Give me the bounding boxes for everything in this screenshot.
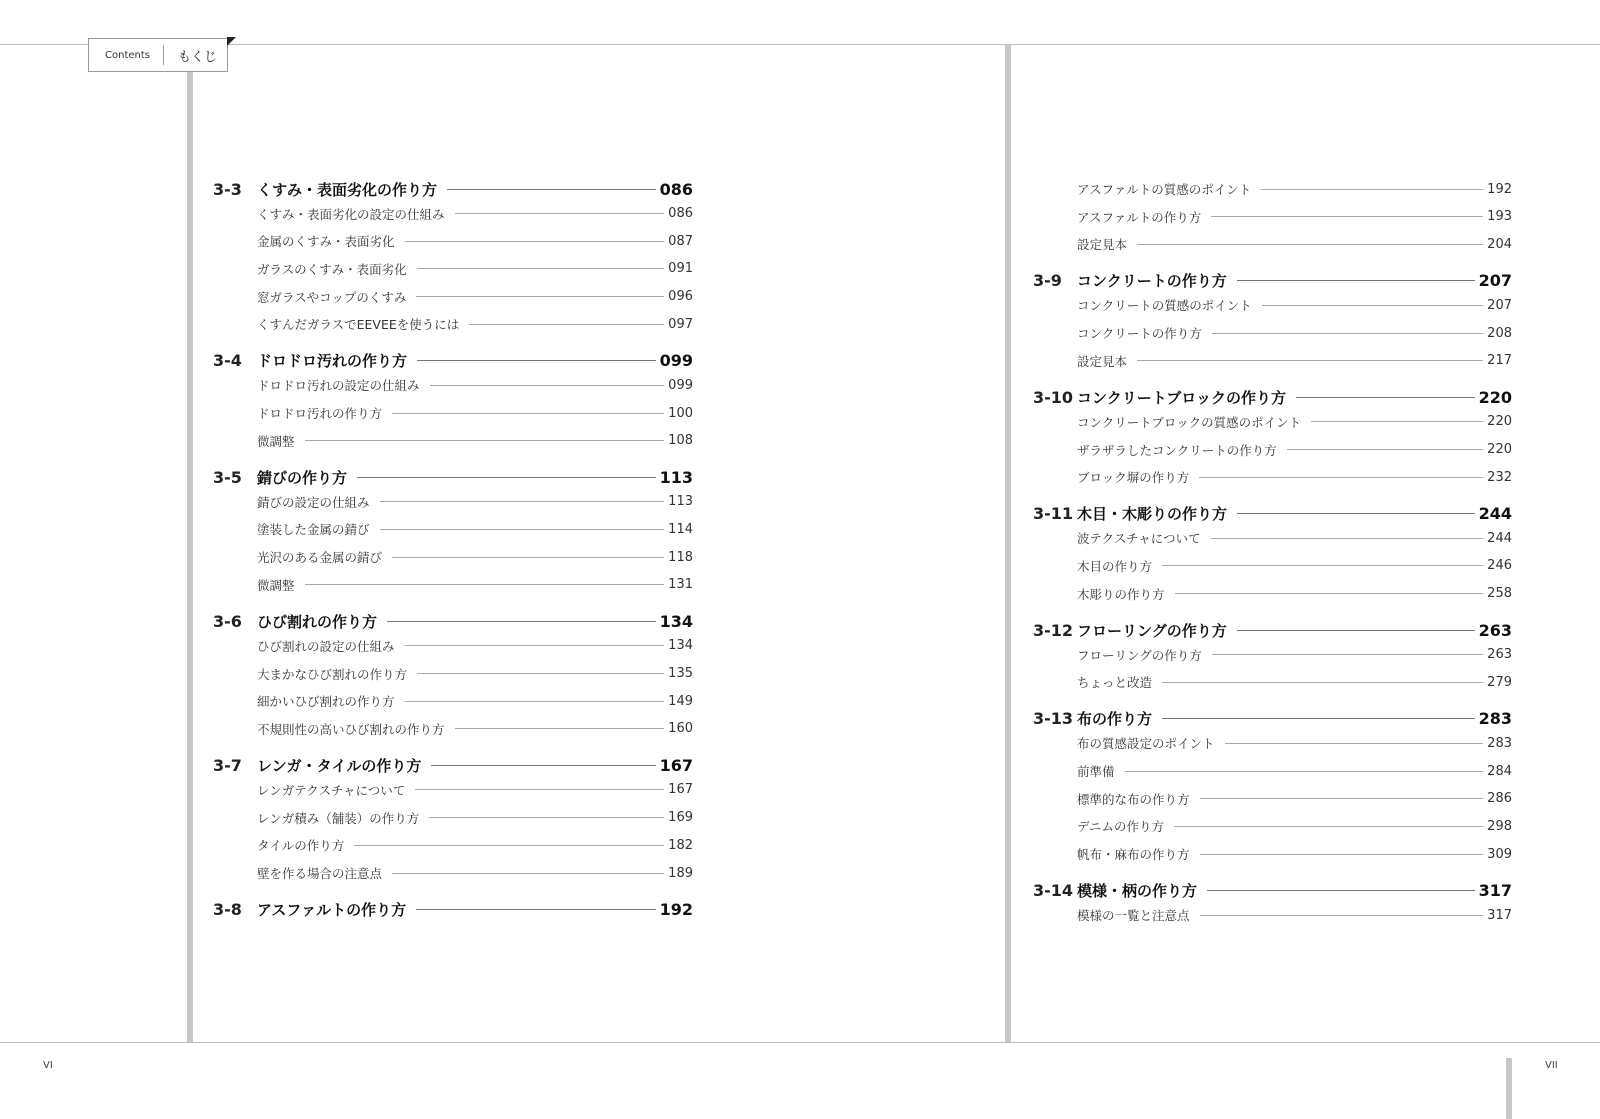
toc-section-entry[interactable] <box>1033 619 1512 641</box>
page-number: 149 <box>668 693 693 709</box>
page-number: 263 <box>1487 647 1512 663</box>
subsection-title: 木彫りの作り方 <box>1077 586 1165 602</box>
toc-section-entry[interactable] <box>1033 880 1512 902</box>
toc-subsection-entry[interactable] <box>1033 439 1512 461</box>
section-title: コンクリートの作り方 <box>1077 272 1227 291</box>
toc-subsection-entry[interactable] <box>1033 583 1512 605</box>
toc-subsection-entry[interactable] <box>213 546 693 568</box>
subsection-title: タイルの作り方 <box>257 838 345 854</box>
page-number: 134 <box>668 638 693 654</box>
leader-line <box>357 477 656 478</box>
subsection-title: 錆びの設定の仕組み <box>257 494 370 510</box>
page-number: 167 <box>659 755 693 775</box>
page-number: 192 <box>659 900 693 919</box>
subsection-title: 前準備 <box>1077 764 1115 779</box>
page-number: 283 <box>1478 709 1512 729</box>
page-number: 317 <box>1478 881 1512 901</box>
leader-line <box>469 324 664 325</box>
page-number: 217 <box>1487 353 1512 369</box>
page-number: 232 <box>1487 469 1512 485</box>
subsection-title: 金属のくすみ・表面劣化 <box>257 234 395 250</box>
toc-section-entry[interactable] <box>213 610 693 632</box>
page-number: 279 <box>1487 674 1512 690</box>
toc-subsection-entry[interactable] <box>1033 466 1512 488</box>
toc-subsection-entry[interactable] <box>213 230 693 252</box>
page-number: 244 <box>1487 530 1512 546</box>
leader-line <box>1225 743 1484 744</box>
toc-subsection-entry[interactable] <box>213 779 693 801</box>
page-number: 114 <box>668 521 693 537</box>
section-title: レンガ・タイルの作り方 <box>257 756 422 775</box>
section-title: コンクリートブロックの作り方 <box>1077 388 1286 407</box>
subsection-title: アスファルトの作り方 <box>1077 209 1202 225</box>
toc-subsection-entry[interactable] <box>213 518 693 540</box>
leader-line <box>1296 397 1475 398</box>
section-title: 木目・木彫りの作り方 <box>1077 505 1228 524</box>
toc-subsection-entry[interactable] <box>213 718 693 740</box>
page-number: 207 <box>1487 297 1512 313</box>
leader-line <box>1200 915 1484 916</box>
leader-line <box>1162 718 1475 719</box>
leader-line <box>405 241 665 242</box>
leader-line <box>1311 421 1483 422</box>
leader-line <box>1237 513 1475 514</box>
page-number: 118 <box>668 549 693 565</box>
subsection-title: ザラザラしたコンクリートの作り方 <box>1077 442 1277 458</box>
toc-subsection-entry[interactable] <box>1033 178 1512 200</box>
page-number: 309 <box>1487 846 1512 862</box>
page-number: 220 <box>1487 414 1512 430</box>
page-number: 246 <box>1487 558 1512 574</box>
page-number: 131 <box>668 577 693 593</box>
subsection-title: 細かいひび割れの作り方 <box>257 694 395 710</box>
subsection-title: ドロドロ汚れの設定の仕組み <box>257 378 420 394</box>
subsection-title: 木目の作り方 <box>1077 558 1153 574</box>
leader-line <box>1199 477 1483 478</box>
subsection-title: 窓ガラスやコップのくすみ <box>257 289 407 305</box>
subsection-title: 標準的な布の作り方 <box>1077 791 1190 807</box>
leader-line <box>447 189 656 190</box>
section-number: 3-6 <box>213 611 242 631</box>
page-number: 284 <box>1487 763 1512 779</box>
leader-line <box>1137 360 1483 361</box>
section-number: 3-7 <box>213 755 242 775</box>
page-number: 182 <box>668 837 693 853</box>
page-number: 258 <box>1487 586 1512 602</box>
page-number: 244 <box>1478 504 1512 524</box>
toc-subsection-entry[interactable] <box>213 286 693 308</box>
subsection-title: コンクリートの作り方 <box>1077 326 1202 342</box>
leader-line <box>405 701 665 702</box>
subsection-title: くすみ・表面劣化の設定の仕組み <box>257 206 445 222</box>
page-number: 286 <box>1487 791 1512 807</box>
page-number: 263 <box>1478 620 1512 640</box>
toc-subsection-entry[interactable] <box>1033 815 1512 837</box>
toc-subsection-entry[interactable] <box>213 491 693 513</box>
page-number: 134 <box>659 611 693 631</box>
section-number: 3-12 <box>1033 620 1074 640</box>
toc-subsection-entry[interactable] <box>213 203 693 225</box>
tab-corner-mark <box>227 37 236 46</box>
page-number: 283 <box>1487 735 1512 751</box>
subsection-title: ひび割れの設定の仕組み <box>257 638 395 654</box>
bottom-rule <box>0 1042 1600 1043</box>
section-number: 3-5 <box>213 467 242 487</box>
subsection-title: 設定見本 <box>1077 237 1128 253</box>
page-number: 099 <box>659 351 693 371</box>
section-number: 3-14 <box>1033 881 1074 901</box>
page-number: 086 <box>659 179 693 199</box>
page-number: 193 <box>1487 209 1512 225</box>
subsection-title: コンクリートの質感のポイント <box>1077 298 1252 314</box>
subsection-title: 微調整 <box>257 577 295 593</box>
section-number: 3-9 <box>1033 271 1062 291</box>
leader-line <box>1175 593 1484 594</box>
leader-line <box>392 413 664 414</box>
subsection-title: ちょっと改造 <box>1077 675 1153 691</box>
subsection-title: ドロドロ汚れの作り方 <box>257 406 383 421</box>
leader-line <box>1261 189 1483 190</box>
right-page-number: VII <box>1545 1060 1558 1071</box>
subsection-title: 布の質感設定のポイント <box>1077 736 1215 752</box>
subsection-title: 模様の一覧と注意点 <box>1077 908 1190 924</box>
page-number: 135 <box>668 666 693 681</box>
toc-section-entry[interactable] <box>213 754 693 776</box>
section-number: 3-10 <box>1033 387 1074 407</box>
toc-subsection-entry[interactable] <box>1033 671 1512 693</box>
section-title: 布の作り方 <box>1077 710 1153 729</box>
leader-line <box>305 584 665 585</box>
subsection-title: デニムの作り方 <box>1077 819 1165 835</box>
toc-section-entry[interactable] <box>1033 386 1512 408</box>
toc-subsection-entry[interactable] <box>1033 233 1512 255</box>
toc-subsection-entry[interactable] <box>1033 843 1512 865</box>
page-number: 096 <box>668 289 693 305</box>
leader-line <box>416 296 664 297</box>
subsection-title: ブロック塀の作り方 <box>1077 470 1190 486</box>
leader-line <box>1174 826 1483 827</box>
page-number: 091 <box>668 261 693 277</box>
toc-subsection-entry[interactable] <box>213 374 693 396</box>
leader-line <box>429 817 664 818</box>
toc-section-entry[interactable] <box>1033 270 1512 292</box>
subsection-title: ガラスのくすみ・表面劣化 <box>257 261 407 277</box>
leader-line <box>1125 771 1484 772</box>
toc-section-entry[interactable] <box>1033 503 1512 525</box>
subsection-title: レンガ積み（舗装）の作り方 <box>257 810 420 826</box>
page-number: 167 <box>668 782 693 798</box>
section-title: アスファルトの作り方 <box>257 901 407 919</box>
left-page-number: VI <box>43 1060 53 1071</box>
leader-line <box>417 673 664 674</box>
toc-section-entry[interactable] <box>213 466 693 488</box>
page-number: 113 <box>659 467 693 487</box>
section-number: 3-4 <box>213 351 242 371</box>
toc-section-entry[interactable] <box>213 178 693 200</box>
page-number: 192 <box>1487 181 1512 197</box>
toc-section-entry[interactable] <box>213 899 693 921</box>
page-number: 087 <box>668 233 693 249</box>
page-number: 204 <box>1487 236 1512 252</box>
leader-line <box>415 789 664 790</box>
subsection-title: 大まかなひび割れの作り方 <box>257 666 408 682</box>
right-footer-bar <box>1506 1058 1512 1119</box>
subsection-title: 設定見本 <box>1077 353 1128 369</box>
page-number: 099 <box>668 377 693 393</box>
toc-subsection-entry[interactable] <box>213 402 693 424</box>
toc-subsection-entry[interactable] <box>213 574 693 596</box>
toc-subsection-entry[interactable] <box>1033 760 1512 782</box>
subsection-title: 不規則性の高いひび割れの作り方 <box>257 721 445 737</box>
subsection-title: 塗装した金属の錆び <box>257 522 370 538</box>
leader-line <box>455 213 665 214</box>
tab-japanese-label: もくじ <box>178 49 218 65</box>
contents-tab <box>88 38 228 72</box>
section-number: 3-11 <box>1033 504 1074 524</box>
toc-section-entry[interactable] <box>213 350 693 372</box>
leader-line <box>392 873 664 874</box>
leader-line <box>387 621 656 622</box>
toc-subsection-entry[interactable] <box>1033 788 1512 810</box>
toc-subsection-entry[interactable] <box>213 258 693 280</box>
leader-line <box>1207 890 1475 891</box>
leader-line <box>431 765 655 766</box>
page-number: 169 <box>668 810 693 826</box>
tab-divider <box>163 45 164 65</box>
subsection-title: フローリングの作り方 <box>1077 647 1202 663</box>
subsection-title: 帆布・麻布の作り方 <box>1077 847 1190 863</box>
page-number: 189 <box>668 865 693 881</box>
leader-line <box>1162 565 1483 566</box>
leader-line <box>417 360 656 361</box>
leader-line <box>1137 244 1483 245</box>
page-number: 086 <box>668 206 693 221</box>
page-number: 220 <box>1487 442 1512 457</box>
leader-line <box>1237 280 1475 281</box>
leader-line <box>430 385 665 386</box>
page-number: 317 <box>1487 907 1512 923</box>
page-number: 208 <box>1487 325 1512 341</box>
toc-subsection-entry[interactable] <box>213 690 693 712</box>
toc-subsection-entry[interactable] <box>1033 206 1512 228</box>
toc-subsection-entry[interactable] <box>213 430 693 452</box>
subsection-title: レンガテクスチャについて <box>257 782 406 798</box>
page-number: 108 <box>668 433 693 449</box>
tab-english-label: Contents <box>105 49 150 61</box>
page-number: 298 <box>1487 818 1512 834</box>
toc-subsection-entry[interactable] <box>213 862 693 884</box>
page-number: 097 <box>668 316 693 332</box>
section-number: 3-8 <box>213 900 242 919</box>
subsection-title: 波テクスチャについて <box>1077 531 1201 547</box>
toc-subsection-entry[interactable] <box>213 313 693 335</box>
leader-line <box>1262 305 1483 306</box>
left-margin-bar <box>187 72 193 1042</box>
leader-line <box>1200 798 1484 799</box>
section-title: 錆びの作り方 <box>257 468 348 487</box>
toc-subsection-entry[interactable] <box>1033 294 1512 316</box>
leader-line <box>455 728 665 729</box>
section-number: 3-3 <box>213 179 242 199</box>
subsection-title: くすんだガラスでEEVEEを使うには <box>257 317 460 333</box>
section-title: くすみ・表面劣化の作り方 <box>257 180 438 199</box>
subsection-title: アスファルトの質感のポイント <box>1077 182 1252 197</box>
subsection-title: 微調整 <box>257 433 295 449</box>
toc-subsection-entry[interactable] <box>1033 350 1512 372</box>
leader-line <box>1212 654 1483 655</box>
leader-line <box>380 529 665 530</box>
toc-subsection-entry[interactable] <box>213 807 693 829</box>
leader-line <box>1287 449 1483 450</box>
page-number: 207 <box>1478 271 1512 291</box>
leader-line <box>405 645 665 646</box>
subsection-title: コンクリートブロックの質感のポイント <box>1077 414 1302 430</box>
leader-line <box>416 909 655 910</box>
subsection-title: 光沢のある金属の錆び <box>257 550 383 566</box>
page-number: 113 <box>668 494 693 510</box>
toc-subsection-entry[interactable] <box>1033 555 1512 577</box>
toc-subsection-entry[interactable] <box>1033 411 1512 433</box>
page-number: 220 <box>1478 387 1512 407</box>
leader-line <box>1237 630 1475 631</box>
toc-subsection-entry[interactable] <box>1033 904 1512 926</box>
leader-line <box>1211 216 1483 217</box>
leader-line <box>380 501 665 502</box>
toc-subsection-entry[interactable] <box>1033 322 1512 344</box>
leader-line <box>417 268 665 269</box>
leader-line <box>1212 333 1483 334</box>
toc-subsection-entry[interactable] <box>1033 732 1512 754</box>
leader-line <box>392 557 664 558</box>
toc-subsection-entry[interactable] <box>213 834 693 856</box>
section-title: ひび割れの作り方 <box>257 612 378 631</box>
toc-section-entry[interactable] <box>1033 708 1512 730</box>
center-spine-bar <box>1005 44 1011 1042</box>
page-number: 100 <box>668 405 693 421</box>
leader-line <box>354 845 664 846</box>
section-title: フローリングの作り方 <box>1077 621 1227 640</box>
section-title: 模様・柄の作り方 <box>1077 882 1198 901</box>
toc-subsection-entry[interactable] <box>1033 527 1512 549</box>
leader-line <box>305 440 665 441</box>
subsection-title: 壁を作る場合の注意点 <box>257 866 383 881</box>
toc-subsection-entry[interactable] <box>213 635 693 657</box>
leader-line <box>1200 854 1484 855</box>
toc-subsection-entry[interactable] <box>1033 644 1512 666</box>
section-number: 3-13 <box>1033 709 1074 729</box>
toc-subsection-entry[interactable] <box>213 663 693 685</box>
section-title: ドロドロ汚れの作り方 <box>257 352 408 371</box>
top-rule <box>0 44 1600 45</box>
leader-line <box>1211 538 1484 539</box>
leader-line <box>1162 682 1483 683</box>
page-number: 160 <box>668 721 693 737</box>
